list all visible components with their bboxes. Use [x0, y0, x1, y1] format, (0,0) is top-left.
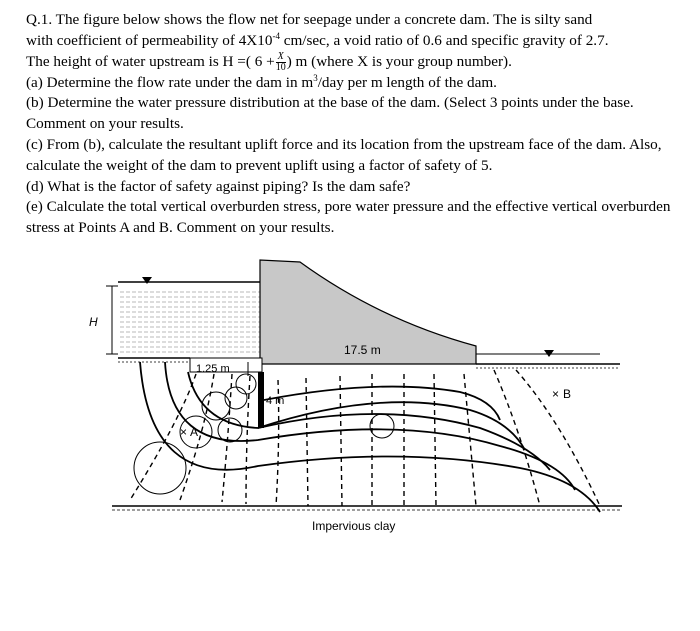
point-A-marker: ×: [180, 425, 188, 439]
flow-lines: [140, 362, 600, 512]
question-text: [26, 10, 690, 239]
part-a: (a) Determine the flow rate under the dam in $m^3$/day per m length of the dam.: [26, 72, 497, 91]
label-heel-depth: 1.25 m: [196, 363, 230, 375]
flow-line-4: [258, 402, 525, 450]
flow-line-1: [140, 362, 600, 512]
part-c: (c) From (b), calculate the resultant uplift force and its location from the upstream face of the dam. Also, calculate the weight of the dam to prevent uplift using a factor of safety of 5.: [26, 136, 662, 174]
part-e: (e) Calculate the total vertical overburden stress, pore water pressure and the effective vertical overburden stress at Points A and B. Comment on your results.: [26, 198, 671, 237]
flow-net-figure: [0, 250, 700, 550]
label-point-A: A: [190, 425, 199, 439]
sheet-pile: [258, 372, 264, 428]
part-b: (b) Determine the water pressure distribution at the base of the dam. (Select 3 points under the base. Comment on your results.: [26, 94, 634, 133]
label-point-B: B: [563, 387, 572, 401]
label-H: H: [89, 315, 98, 329]
label-base-width: 17.5 m: [344, 343, 381, 357]
label-impervious-clay: Impervious clay: [312, 519, 396, 533]
label-sheet-pile: 4 m: [266, 395, 285, 407]
part-d: (d) What is the factor of safety against piping? Is the dam safe?: [26, 177, 411, 195]
fraction-x-over-10: $\frac{X}{10}$: [275, 50, 286, 73]
question-line-1: Q.1. The figure below shows the flow net for seepage under a concrete dam. The is silty sand with coefficient of permeability of $4X10^{-4}$ cm/sec, a void ratio of 0.6 and specific gravity of 2.7. The height of water upstream is H =( 6 + $\frac{X}{10}$ ) m (where X is your group number).: [26, 11, 609, 73]
water-level-marker-upstream: [142, 277, 152, 284]
upstream-water: [118, 290, 260, 356]
point-B-marker: ×: [552, 387, 560, 401]
equipotential-lines: [130, 370, 600, 506]
